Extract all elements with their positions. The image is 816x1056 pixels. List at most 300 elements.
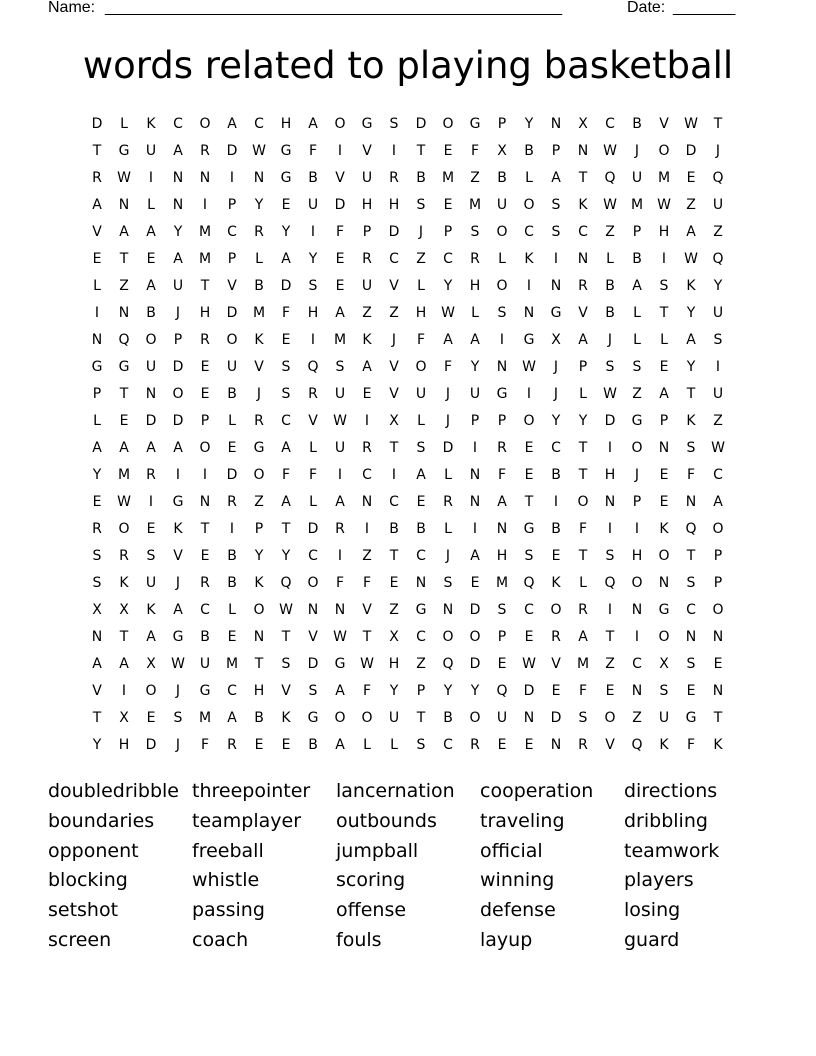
grid-letter[interactable]: U: [199, 656, 211, 672]
grid-letter[interactable]: I: [499, 332, 505, 348]
grid-letter[interactable]: B: [308, 737, 318, 753]
grid-letter[interactable]: Y: [524, 116, 534, 132]
grid-letter[interactable]: K: [659, 521, 669, 537]
grid-letter[interactable]: G: [415, 602, 427, 618]
grid-letter[interactable]: B: [416, 170, 426, 186]
grid-letter[interactable]: O: [226, 332, 238, 348]
grid-letter[interactable]: C: [389, 251, 399, 267]
grid-letter[interactable]: G: [253, 440, 265, 456]
grid-letter[interactable]: O: [442, 116, 454, 132]
grid-letter[interactable]: V: [551, 656, 561, 672]
grid-letter[interactable]: M: [225, 656, 239, 672]
grid-letter[interactable]: D: [226, 305, 238, 321]
grid-letter[interactable]: M: [198, 224, 212, 240]
grid-letter[interactable]: R: [335, 521, 345, 537]
grid-letter[interactable]: Q: [604, 575, 616, 591]
grid-letter[interactable]: P: [416, 683, 426, 699]
grid-letter[interactable]: F: [335, 575, 345, 591]
grid-letter[interactable]: S: [605, 359, 615, 375]
grid-letter[interactable]: C: [416, 548, 426, 564]
grid-letter[interactable]: A: [146, 224, 156, 240]
grid-letter[interactable]: A: [146, 440, 156, 456]
grid-letter[interactable]: N: [496, 359, 508, 375]
grid-letter[interactable]: G: [172, 494, 184, 510]
grid-letter[interactable]: S: [659, 278, 669, 294]
grid-letter[interactable]: G: [658, 602, 670, 618]
grid-letter[interactable]: E: [146, 251, 156, 267]
grid-letter[interactable]: D: [469, 656, 481, 672]
date-blank-line[interactable]: _______: [673, 0, 736, 16]
grid-letter[interactable]: K: [524, 251, 534, 267]
grid-letter[interactable]: Q: [685, 521, 697, 537]
grid-letter[interactable]: L: [228, 413, 236, 429]
grid-letter[interactable]: I: [607, 602, 613, 618]
grid-letter[interactable]: D: [145, 413, 157, 429]
grid-letter[interactable]: U: [496, 197, 508, 213]
grid-letter[interactable]: P: [713, 548, 723, 564]
grid-letter[interactable]: Z: [605, 656, 615, 672]
grid-letter[interactable]: Q: [496, 683, 508, 699]
grid-letter[interactable]: C: [524, 224, 534, 240]
grid-letter[interactable]: Y: [443, 683, 453, 699]
grid-letter[interactable]: B: [632, 116, 642, 132]
grid-letter[interactable]: N: [550, 278, 562, 294]
grid-letter[interactable]: H: [658, 224, 670, 240]
grid-letter[interactable]: S: [470, 224, 480, 240]
grid-letter[interactable]: C: [551, 440, 561, 456]
grid-letter[interactable]: N: [307, 602, 319, 618]
grid-letter[interactable]: P: [713, 575, 723, 591]
grid-letter[interactable]: O: [145, 683, 157, 699]
grid-letter[interactable]: L: [633, 332, 641, 348]
grid-letter[interactable]: A: [362, 359, 372, 375]
grid-letter[interactable]: T: [686, 386, 696, 402]
grid-letter[interactable]: K: [254, 575, 264, 591]
grid-letter[interactable]: K: [254, 332, 264, 348]
grid-letter[interactable]: X: [146, 656, 156, 672]
grid-letter[interactable]: H: [280, 116, 292, 132]
grid-letter[interactable]: T: [281, 629, 291, 645]
grid-letter[interactable]: B: [146, 305, 156, 321]
grid-letter[interactable]: L: [417, 278, 425, 294]
grid-letter[interactable]: O: [658, 629, 670, 645]
grid-letter[interactable]: O: [469, 710, 481, 726]
grid-letter[interactable]: N: [658, 440, 670, 456]
grid-letter[interactable]: E: [281, 197, 291, 213]
grid-letter[interactable]: S: [578, 710, 588, 726]
grid-letter[interactable]: K: [686, 278, 696, 294]
grid-letter[interactable]: T: [389, 548, 399, 564]
grid-letter[interactable]: I: [202, 467, 208, 483]
grid-letter[interactable]: W: [603, 143, 617, 159]
grid-letter[interactable]: K: [713, 737, 723, 753]
grid-letter[interactable]: B: [605, 278, 615, 294]
grid-letter[interactable]: T: [92, 143, 102, 159]
grid-letter[interactable]: G: [469, 116, 481, 132]
grid-letter[interactable]: Z: [389, 602, 399, 618]
grid-letter[interactable]: Z: [416, 251, 426, 267]
grid-letter[interactable]: U: [469, 386, 481, 402]
grid-letter[interactable]: J: [445, 386, 451, 402]
grid-letter[interactable]: N: [172, 170, 184, 186]
grid-letter[interactable]: U: [712, 305, 724, 321]
grid-letter[interactable]: L: [390, 737, 398, 753]
grid-letter[interactable]: T: [281, 521, 291, 537]
grid-letter[interactable]: T: [713, 116, 723, 132]
grid-letter[interactable]: D: [388, 224, 400, 240]
grid-letter[interactable]: I: [661, 251, 667, 267]
grid-letter[interactable]: O: [712, 602, 724, 618]
grid-letter[interactable]: H: [604, 467, 616, 483]
grid-letter[interactable]: R: [362, 440, 372, 456]
grid-letter[interactable]: M: [252, 305, 266, 321]
grid-letter[interactable]: I: [472, 521, 478, 537]
grid-letter[interactable]: M: [630, 197, 644, 213]
grid-letter[interactable]: E: [551, 548, 561, 564]
grid-letter[interactable]: X: [551, 332, 561, 348]
grid-letter[interactable]: Z: [119, 278, 129, 294]
grid-letter[interactable]: D: [307, 521, 319, 537]
grid-letter[interactable]: X: [119, 710, 129, 726]
grid-letter[interactable]: S: [524, 548, 534, 564]
grid-letter[interactable]: N: [91, 629, 103, 645]
grid-letter[interactable]: K: [146, 602, 156, 618]
grid-letter[interactable]: T: [119, 386, 129, 402]
grid-letter[interactable]: U: [226, 359, 238, 375]
grid-letter[interactable]: A: [335, 737, 345, 753]
grid-letter[interactable]: E: [119, 413, 129, 429]
grid-letter[interactable]: O: [658, 143, 670, 159]
grid-letter[interactable]: A: [686, 224, 696, 240]
grid-letter[interactable]: R: [200, 575, 210, 591]
grid-letter[interactable]: R: [227, 494, 237, 510]
grid-letter[interactable]: E: [524, 467, 534, 483]
grid-letter[interactable]: W: [711, 440, 725, 456]
grid-letter[interactable]: V: [389, 386, 399, 402]
grid-letter[interactable]: P: [470, 413, 480, 429]
grid-letter[interactable]: P: [551, 143, 561, 159]
grid-letter[interactable]: K: [281, 710, 291, 726]
grid-letter[interactable]: E: [524, 440, 534, 456]
grid-letter[interactable]: G: [199, 683, 211, 699]
grid-letter[interactable]: S: [416, 440, 426, 456]
grid-letter[interactable]: D: [523, 683, 535, 699]
grid-letter[interactable]: W: [333, 629, 347, 645]
grid-letter[interactable]: R: [200, 332, 210, 348]
grid-letter[interactable]: S: [632, 359, 642, 375]
grid-letter[interactable]: N: [712, 683, 724, 699]
grid-letter[interactable]: Q: [712, 251, 724, 267]
grid-letter[interactable]: E: [659, 359, 669, 375]
grid-letter[interactable]: X: [119, 602, 129, 618]
grid-letter[interactable]: N: [604, 494, 616, 510]
grid-letter[interactable]: U: [388, 710, 400, 726]
grid-letter[interactable]: Y: [389, 683, 399, 699]
grid-letter[interactable]: I: [121, 683, 127, 699]
grid-letter[interactable]: J: [175, 575, 181, 591]
grid-letter[interactable]: R: [254, 413, 264, 429]
grid-letter[interactable]: R: [92, 521, 102, 537]
grid-letter[interactable]: X: [578, 116, 588, 132]
grid-letter[interactable]: I: [364, 413, 370, 429]
grid-letter[interactable]: O: [334, 710, 346, 726]
grid-letter[interactable]: D: [172, 413, 184, 429]
grid-letter[interactable]: N: [685, 494, 697, 510]
grid-letter[interactable]: R: [578, 602, 588, 618]
grid-letter[interactable]: T: [578, 440, 588, 456]
grid-letter[interactable]: F: [686, 737, 696, 753]
grid-letter[interactable]: W: [117, 494, 131, 510]
grid-letter[interactable]: A: [470, 548, 480, 564]
grid-letter[interactable]: A: [335, 494, 345, 510]
grid-letter[interactable]: Q: [523, 575, 535, 591]
grid-letter[interactable]: I: [364, 521, 370, 537]
grid-letter[interactable]: I: [634, 629, 640, 645]
grid-letter[interactable]: Y: [470, 683, 480, 699]
grid-letter[interactable]: P: [497, 629, 507, 645]
grid-letter[interactable]: B: [524, 143, 534, 159]
grid-letter[interactable]: R: [146, 467, 156, 483]
grid-letter[interactable]: L: [120, 116, 128, 132]
grid-letter[interactable]: N: [91, 332, 103, 348]
grid-letter[interactable]: N: [469, 467, 481, 483]
grid-letter[interactable]: G: [280, 170, 292, 186]
grid-letter[interactable]: E: [713, 656, 723, 672]
grid-letter[interactable]: Y: [254, 197, 264, 213]
grid-letter[interactable]: T: [119, 629, 129, 645]
grid-letter[interactable]: I: [607, 440, 613, 456]
grid-letter[interactable]: I: [337, 143, 343, 159]
grid-letter[interactable]: H: [415, 305, 427, 321]
grid-letter[interactable]: R: [119, 548, 129, 564]
grid-letter[interactable]: O: [550, 602, 562, 618]
grid-letter[interactable]: E: [200, 548, 210, 564]
grid-letter[interactable]: B: [227, 575, 237, 591]
grid-letter[interactable]: D: [442, 440, 454, 456]
name-blank-line[interactable]: _______________________________________________________: [105, 0, 562, 16]
grid-letter[interactable]: O: [172, 386, 184, 402]
grid-letter[interactable]: U: [334, 440, 346, 456]
grid-letter[interactable]: Y: [92, 467, 102, 483]
grid-letter[interactable]: B: [254, 278, 264, 294]
grid-letter[interactable]: O: [523, 197, 535, 213]
grid-letter[interactable]: N: [550, 116, 562, 132]
grid-letter[interactable]: I: [553, 251, 559, 267]
grid-letter[interactable]: C: [200, 602, 210, 618]
grid-letter[interactable]: I: [391, 467, 397, 483]
grid-letter[interactable]: Z: [632, 386, 642, 402]
grid-letter[interactable]: E: [254, 737, 264, 753]
grid-letter[interactable]: C: [389, 494, 399, 510]
grid-letter[interactable]: G: [307, 710, 319, 726]
grid-letter[interactable]: E: [659, 467, 669, 483]
grid-letter[interactable]: E: [146, 521, 156, 537]
grid-letter[interactable]: Y: [173, 224, 183, 240]
grid-letter[interactable]: R: [470, 251, 480, 267]
grid-letter[interactable]: G: [91, 359, 103, 375]
grid-letter[interactable]: O: [577, 494, 589, 510]
grid-letter[interactable]: Y: [578, 413, 588, 429]
grid-letter[interactable]: L: [579, 575, 587, 591]
grid-letter[interactable]: F: [497, 467, 507, 483]
grid-letter[interactable]: Z: [389, 305, 399, 321]
grid-letter[interactable]: N: [172, 197, 184, 213]
grid-letter[interactable]: H: [469, 278, 481, 294]
grid-letter[interactable]: J: [445, 413, 451, 429]
grid-letter[interactable]: A: [308, 116, 318, 132]
grid-letter[interactable]: I: [148, 494, 154, 510]
grid-letter[interactable]: E: [92, 251, 102, 267]
grid-letter[interactable]: N: [199, 494, 211, 510]
grid-letter[interactable]: A: [497, 494, 507, 510]
grid-letter[interactable]: A: [416, 467, 426, 483]
grid-letter[interactable]: V: [308, 413, 318, 429]
grid-letter[interactable]: A: [281, 440, 291, 456]
grid-letter[interactable]: N: [442, 602, 454, 618]
grid-letter[interactable]: W: [684, 251, 698, 267]
grid-letter[interactable]: N: [145, 386, 157, 402]
grid-letter[interactable]: Q: [280, 575, 292, 591]
grid-letter[interactable]: L: [417, 413, 425, 429]
grid-letter[interactable]: O: [442, 629, 454, 645]
grid-letter[interactable]: N: [253, 629, 265, 645]
grid-letter[interactable]: D: [226, 467, 238, 483]
grid-letter[interactable]: E: [416, 494, 426, 510]
grid-letter[interactable]: E: [362, 386, 372, 402]
grid-letter[interactable]: O: [712, 521, 724, 537]
grid-letter[interactable]: J: [391, 332, 397, 348]
grid-letter[interactable]: C: [281, 413, 291, 429]
grid-letter[interactable]: B: [497, 170, 507, 186]
grid-letter[interactable]: D: [307, 656, 319, 672]
grid-letter[interactable]: Q: [118, 332, 130, 348]
grid-letter[interactable]: O: [118, 521, 130, 537]
grid-letter[interactable]: I: [391, 143, 397, 159]
grid-letter[interactable]: S: [659, 683, 669, 699]
grid-letter[interactable]: U: [631, 170, 643, 186]
grid-letter[interactable]: E: [200, 359, 210, 375]
grid-letter[interactable]: O: [307, 575, 319, 591]
grid-letter[interactable]: S: [146, 548, 156, 564]
grid-letter[interactable]: L: [633, 305, 641, 321]
grid-letter[interactable]: D: [280, 278, 292, 294]
grid-letter[interactable]: I: [472, 440, 478, 456]
grid-letter[interactable]: G: [523, 332, 535, 348]
grid-letter[interactable]: E: [146, 710, 156, 726]
grid-letter[interactable]: T: [92, 710, 102, 726]
grid-letter[interactable]: R: [308, 386, 318, 402]
grid-letter[interactable]: O: [523, 413, 535, 429]
grid-letter[interactable]: W: [603, 386, 617, 402]
grid-letter[interactable]: F: [281, 305, 291, 321]
grid-letter[interactable]: O: [415, 359, 427, 375]
grid-letter[interactable]: J: [445, 548, 451, 564]
grid-letter[interactable]: Z: [470, 170, 480, 186]
grid-letter[interactable]: O: [496, 278, 508, 294]
grid-letter[interactable]: Y: [686, 359, 696, 375]
grid-letter[interactable]: E: [335, 278, 345, 294]
grid-letter[interactable]: J: [175, 305, 181, 321]
grid-letter[interactable]: G: [334, 656, 346, 672]
grid-letter[interactable]: A: [119, 656, 129, 672]
grid-letter[interactable]: W: [171, 656, 185, 672]
grid-letter[interactable]: P: [632, 224, 642, 240]
grid-letter[interactable]: S: [686, 575, 696, 591]
grid-letter[interactable]: I: [175, 467, 181, 483]
grid-letter[interactable]: L: [579, 386, 587, 402]
grid-letter[interactable]: C: [605, 116, 615, 132]
grid-letter[interactable]: E: [686, 683, 696, 699]
grid-letter[interactable]: S: [281, 656, 291, 672]
grid-letter[interactable]: T: [578, 467, 588, 483]
grid-letter[interactable]: J: [175, 683, 181, 699]
grid-letter[interactable]: J: [607, 332, 613, 348]
grid-letter[interactable]: Q: [712, 170, 724, 186]
grid-letter[interactable]: A: [119, 224, 129, 240]
grid-letter[interactable]: I: [715, 359, 721, 375]
grid-letter[interactable]: L: [444, 521, 452, 537]
grid-letter[interactable]: M: [657, 170, 671, 186]
grid-letter[interactable]: O: [469, 629, 481, 645]
grid-letter[interactable]: X: [497, 143, 507, 159]
grid-letter[interactable]: V: [362, 143, 372, 159]
grid-letter[interactable]: O: [496, 224, 508, 240]
grid-letter[interactable]: B: [200, 629, 210, 645]
grid-letter[interactable]: V: [362, 602, 372, 618]
grid-letter[interactable]: U: [361, 278, 373, 294]
grid-letter[interactable]: P: [227, 197, 237, 213]
grid-letter[interactable]: J: [418, 224, 424, 240]
grid-letter[interactable]: M: [576, 656, 590, 672]
grid-letter[interactable]: S: [308, 683, 318, 699]
grid-letter[interactable]: E: [281, 332, 291, 348]
grid-letter[interactable]: A: [281, 251, 291, 267]
grid-letter[interactable]: L: [255, 251, 263, 267]
grid-letter[interactable]: E: [524, 629, 534, 645]
grid-letter[interactable]: F: [362, 683, 372, 699]
grid-letter[interactable]: F: [200, 737, 210, 753]
grid-letter[interactable]: K: [173, 521, 183, 537]
grid-letter[interactable]: A: [146, 629, 156, 645]
grid-letter[interactable]: K: [146, 116, 156, 132]
grid-letter[interactable]: H: [307, 305, 319, 321]
grid-letter[interactable]: M: [495, 575, 509, 591]
grid-letter[interactable]: B: [227, 386, 237, 402]
grid-letter[interactable]: B: [389, 521, 399, 537]
grid-letter[interactable]: L: [498, 251, 506, 267]
grid-letter[interactable]: A: [92, 440, 102, 456]
grid-letter[interactable]: W: [522, 656, 536, 672]
grid-letter[interactable]: X: [659, 656, 669, 672]
grid-letter[interactable]: E: [92, 494, 102, 510]
grid-letter[interactable]: E: [227, 629, 237, 645]
grid-letter[interactable]: N: [550, 737, 562, 753]
grid-letter[interactable]: A: [92, 656, 102, 672]
grid-letter[interactable]: L: [93, 278, 101, 294]
grid-letter[interactable]: N: [199, 170, 211, 186]
grid-letter[interactable]: I: [94, 305, 100, 321]
grid-letter[interactable]: A: [335, 305, 345, 321]
grid-letter[interactable]: E: [335, 251, 345, 267]
grid-letter[interactable]: U: [145, 143, 157, 159]
grid-letter[interactable]: F: [281, 467, 291, 483]
grid-letter[interactable]: W: [603, 197, 617, 213]
grid-letter[interactable]: L: [147, 197, 155, 213]
grid-letter[interactable]: G: [118, 359, 130, 375]
grid-letter[interactable]: F: [308, 467, 318, 483]
grid-letter[interactable]: N: [361, 494, 373, 510]
grid-letter[interactable]: Y: [551, 413, 561, 429]
